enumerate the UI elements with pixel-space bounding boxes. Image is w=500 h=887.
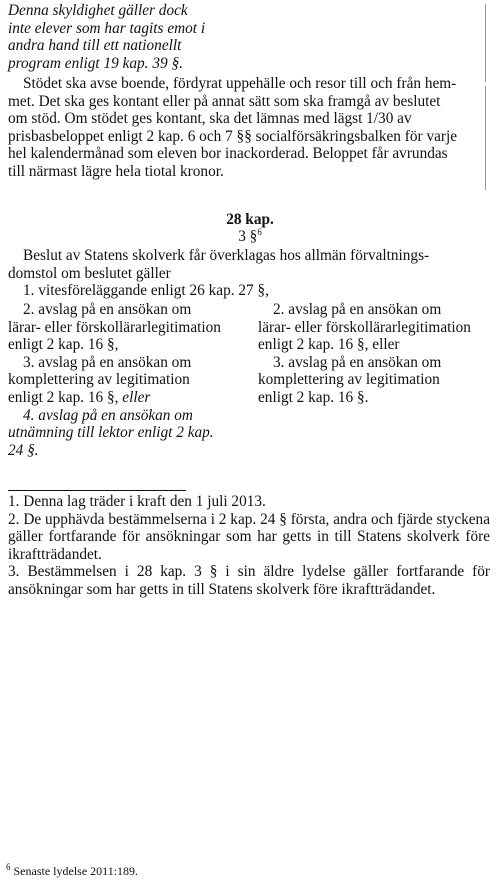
text-line: enligt 2 kap. 16 §, eller (258, 336, 400, 354)
text-line: enligt 2 kap. 16 §, (8, 336, 119, 354)
text-line: 4. avslag på en ansökan om (23, 406, 193, 424)
footnote-reference: 6 (257, 226, 262, 237)
section-intro (8, 247, 484, 300)
text-line: prisbasbeloppet enligt 2 kap. 6 och 7 §§ socialförsäkringsbalken för varje (8, 127, 458, 145)
section-number (0, 228, 500, 246)
transition-note-1: 1. Denna lag träder i kraft den 1 juli 2013. (8, 493, 266, 510)
text-line: 3. avslag på en ansökan om (23, 353, 192, 371)
transition-divider (8, 490, 186, 491)
transition-note-2: 2. De upphävda bestämmelserna i 2 kap. 24 § första, andra och fjärde styckena gäller fortfarande för ansökningar som har getts in till Statens skolverk före ikraftträdandet. (8, 510, 490, 563)
section-label: 3 § (238, 228, 258, 245)
footnote (6, 864, 138, 878)
list-item-3 (258, 354, 492, 407)
text-line-part: enligt 2 kap. 16 §, (8, 388, 119, 406)
text-line: 2. avslag på en ansökan om (273, 301, 442, 318)
text-line: komplettering av legitimation (8, 371, 190, 389)
text-line: andra hand till ett nationellt (8, 37, 182, 55)
text-line: hel kalendermånad som eleven bor inackorderad. Beloppet får avrundas (8, 145, 448, 163)
text-line: komplettering av legitimation (258, 371, 440, 389)
text-line: program enligt 19 kap. 39 §. (8, 54, 183, 72)
right-column (258, 301, 492, 407)
text-line: 24 §. (8, 441, 39, 459)
chapter-heading: 28 kap. (226, 211, 274, 228)
text-line (8, 389, 240, 407)
text-line: Beslut av Statens skolverk får överklagas hos allmän förvaltnings- (23, 247, 430, 264)
italic-exception-block (8, 2, 248, 72)
left-column (8, 301, 240, 459)
footnote-mark: 6 (6, 862, 11, 872)
change-bar (485, 4, 486, 82)
text-line: Stödet ska avse boende, fördyrat uppehälle och resor till och från hem- (23, 75, 457, 92)
text-line: 3. avslag på en ansökan om (273, 353, 442, 371)
text-line: 2. avslag på en ansökan om (23, 301, 192, 318)
text-line: till närmast lägre hela tiotal kronor. (8, 162, 224, 180)
list-item-1: 1. vitesföreläggande enligt 26 kap. 27 §, (23, 282, 269, 300)
italic-word: eller (122, 388, 151, 406)
text-line: Denna skyldighet gäller dock (8, 2, 188, 19)
footnote-text: Senaste lydelse 2011:189. (13, 864, 139, 878)
list-item-2 (258, 301, 492, 354)
transition-provisions (8, 493, 490, 599)
text-line: met. Det ska ges kontant eller på annat sätt som ska framgå av beslutet (8, 92, 441, 110)
change-bar (485, 86, 486, 190)
text-line: utnämning till lektor enligt 2 kap. (8, 424, 214, 442)
list-item-2 (8, 301, 240, 354)
text-line: om stöd. Om stödet ges kontant, ska det lämnas med lägst 1/30 av (8, 110, 412, 128)
transition-note-3: 3. Bestämmelsen i 28 kap. 3 § i sin äldre lydelse gäller fortfarande för ansökningar som har getts in till Statens skolverk före ikraftträdandet. (8, 563, 490, 598)
text-line: lärar- eller förskollärarlegitimation (8, 318, 221, 336)
text-line: lärar- eller förskollärarlegitimation (258, 318, 471, 336)
text-line: enligt 2 kap. 16 §. (258, 388, 369, 406)
text-line: inte elever som har tagits emot i (8, 19, 206, 37)
stod-paragraph (8, 75, 484, 181)
list-item-4 (8, 407, 240, 460)
list-item-3 (8, 354, 240, 407)
text-line: domstol om beslutet gäller (8, 264, 171, 282)
